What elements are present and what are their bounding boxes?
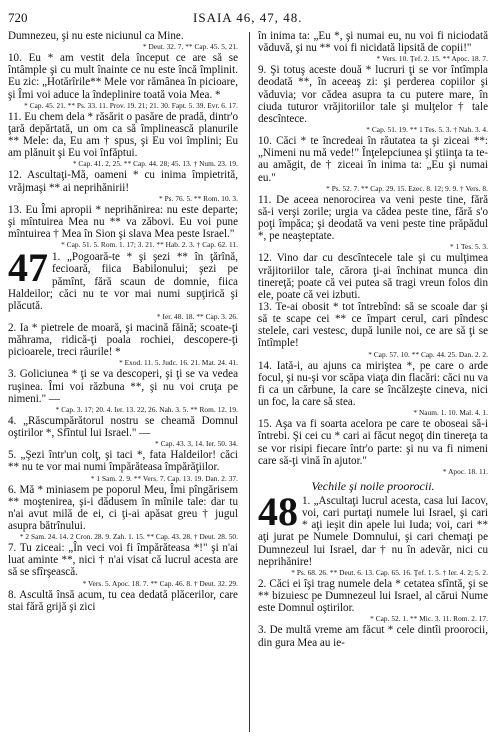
verse: 10. Căci * te încredeai în răutatea ta şi ziceai **: „Nimeni nu mă vede!" Înţelepciunea şi ştiinţa ta te-au amăgit, de † ziceai în inima ta: „Eu şi numai eu." xyxy=(258,135,488,184)
cross-reference: * 1 Sam. 2. 9. ** Vers. 7. Cap. 13. 19. Dan. 2. 37. xyxy=(90,473,238,483)
cross-reference: * Cap. 51. 5. Rom. 1. 17; 3. 21. ** Hab. 2. 3. † Cap. 62. 11. xyxy=(61,240,238,250)
right-column xyxy=(258,30,488,734)
verse: 13. Eu Îmi apropii * neprihănirea: nu este departe; şi mîntuirea Mea nu ** va zăbovi. Eu voi pune mîntuirea † Mea în Sion şi slava Mea peste Israel." xyxy=(8,203,238,241)
verse: 11. Eu chem dela * răsărit o pasăre de pradă, dintr'o ţară depărtată, un om ca să împlinească planurile ** Mele: da, Eu am † spus, şi Eu voi împlini; Eu am plănuit şi Eu voi înfăptui. xyxy=(8,110,238,160)
verse: 9. Şi totuş aceste două * lucruri ţi se vor întîmpla deodată **, în aceeaş zi: şi perderea copiilor şi văduvia; vor cădea asupra ta cu putere mare, în ciuda tuturor vrăjitoriilor tale şi mulţelor † tale descîntece. xyxy=(258,64,488,125)
cross-reference: * Ps. 52. 7. ** Cap. 29. 15. Ezec. 8. 12; 9. 9. † Vers. 8. xyxy=(326,183,488,193)
cross-reference: * Cap. 57. 10. ** Cap. 44. 25. Dan. 2. 2. xyxy=(368,349,488,359)
verse: 3. De multă vreme am făcut * cele dintîi proorocii, din gura Mea au ie- xyxy=(258,624,488,649)
cross-reference: * Apoc. 18. 11. xyxy=(442,466,488,476)
verse-text: 1. „Pogoară-te * şi şezi ** în ţărînă, fecioară, fiica Babilonului; şezi pe pămînt, fără scaun de domnie, fiica Haldeilor; căci nu te vor mai numi supţirică şi plăcută. xyxy=(8,251,238,312)
page-header xyxy=(8,10,492,26)
verse: 8. Ascultă însă acum, tu cea dedată plăcerilor, care stai fără grijă şi zici xyxy=(8,588,238,613)
verse: 3. Goliciunea * ţi se va descoperi, şi ţi se va vedea ruşinea. Îmi voi răzbuna **, şi nu voi cruţa pe nimeni." — xyxy=(8,368,238,405)
verse: 11. De aceea nenorocirea va veni peste tine, fără să-i verşi zorile; urgia va cădea peste tine, fără s'o poţi împăca; şi deodată va veni peste tine prăpădul *, pe neaşteptate. xyxy=(258,193,488,243)
cross-reference: * Naum. 1. 10. Mal. 4. 1. xyxy=(413,408,488,418)
verse: 15. Aşa va fi soarta acelora pe care te oboseai să-i întrebi. Şi cei cu * cari ai făcut negoţ din tinereţa ta se vor risipi fiecare într'o parte: şi nu va fi nimeni care să-ţi vină în ajutor." xyxy=(258,418,488,467)
cross-reference: * Ier. 48. 18. ** Cap. 3. 26. xyxy=(156,311,238,321)
verse: 10. Eu * am vestit dela început ce are să se întâmple şi cu mult înainte ce nu este încă împlinit. Eu zic: „Hotărîrile** Mele vor rămânea în picioare, şi Îmi voi aduce la îndeplinire toată voia Mea. * xyxy=(8,52,238,101)
verse: 2. Ia * pietrele de moară, şi macină făină; scoate-ţi măhrama, ridică-ţi poala rochiei, descopere-ţi picioarele, treci râurile! * xyxy=(8,321,238,359)
cross-reference: * 2 Sam. 24. 14. 2 Cron. 28. 9. Zah. 1. 15. ** Cap. 43. 28. † Deut. 28. 50. xyxy=(19,532,238,542)
verse: 14. Iată-i, au ajuns ca miriştea *, pe care o arde focul, şi nu-şi vor scăpa viaţa din flacări: căci nu va fi ca un cărbune, la care se încălzeşte cineva, nici un foc, la care să stea. xyxy=(258,359,488,409)
verse: 12. Vino dar cu descîntecele tale şi cu mulţimea vrăjitoriilor tale, cărora ţi-ai închinat munca din tinereţă; poate că vei putea să tragi vreun folos din ele, poate că vei izbuti. xyxy=(258,252,488,301)
cross-reference: * 1 Tes. 5. 3. xyxy=(450,242,488,252)
verse-text: 1. „Ascultaţi lucrul acesta, casa lui Iacov, voi, cari purtaţi numele lui Israel, şi cari * aţi ieşit din apele lui Iuda; voi, cari ** aţi jurat pe Numele Domnului, şi cari chemaţi pe Dumnezeul lui Israel, dar † nu în adevăr, nici cu neprihănire! xyxy=(258,495,488,568)
verse: 12. Ascultaţi-Mă, oameni * cu inima împietrită, vrăjmaşi ** ai neprihănirii! xyxy=(8,169,238,194)
running-title: ISAIA 46, 47, 48. xyxy=(193,10,303,25)
cross-reference: * Deut. 32. 7. ** Cap. 45. 5, 21. xyxy=(142,42,238,52)
cross-reference: * Cap. 43. 3, 14. Ier. 50. 34. xyxy=(155,439,238,449)
column-divider xyxy=(249,32,250,732)
cross-reference: * Vers. 5. Apoc. 18. 7. ** Cap. 46. 8. † Deut. 32. 29. xyxy=(82,578,238,588)
cross-reference: * Cap. 52. 1. ** Mic. 3. 11. Rom. 2. 17. xyxy=(370,614,488,624)
verse: 4. „Răscumpărătorul nostru se cheamă Domnul oştirilor *, Sfîntul lui Israel." — xyxy=(8,414,238,440)
page-number: 720 xyxy=(8,10,28,25)
chapter-number: 47 xyxy=(8,245,48,291)
cross-reference: * Exod. 11. 5. Judc. 16. 21. Mat. 24. 41. xyxy=(119,358,238,368)
verse: 5. „Şezi într'un colţ, şi taci *, fata Haldeilor! căci ** nu te vor mai numi împărăteasa împărăţiilor. xyxy=(8,449,238,474)
cross-reference: * Cap. 3. 17; 20. 4. Ier. 13. 22, 26. Nah. 3. 5. ** Rom. 12. 19. xyxy=(55,404,238,414)
cross-reference: * Cap. 45. 21. ** Ps. 33. 11. Prov. 19. 21; 21. 30. Fapt. 5. 39. Evr. 6. 17. xyxy=(24,100,238,110)
verse: 2. Căci ei îşi trag numele dela * cetatea sfîntă, şi se ** bizuiesc pe Dumnezeul lui Israel, al cărui Nume este Domnul oştirilor. xyxy=(258,577,488,615)
cross-reference: * Ps. 68. 26. ** Deut. 6. 13. Cap. 65. 16. Ţef. 1. 5. † Ier. 4. 2; 5. 2. xyxy=(291,567,488,577)
verse: 7. Tu ziceai: „În veci voi fi împărăteasa *!" şi n'ai luat aminte **, nici † n'ai visat că lucrul acesta are să se sfîrşească. xyxy=(8,542,238,579)
verse: Dumnezeu, şi nu este niciunul ca Mine. xyxy=(8,30,184,42)
left-column xyxy=(8,30,238,734)
cross-reference: * Cap. 51. 19. ** 1 Tes. 5. 3. † Nah. 3. 4. xyxy=(366,125,488,135)
cross-reference: * Ps. 76. 5. ** Rom. 10. 3. xyxy=(159,193,238,203)
chapter-48-verse xyxy=(258,489,488,568)
cross-reference: * Vers. 10. Ţef. 2. 15. ** Apoc. 18. 7. xyxy=(376,54,488,64)
cross-reference: * Cap. 41. 2, 25. ** Cap. 44. 28; 45. 13. † Num. 23. 19. xyxy=(72,159,238,169)
verse: 13. Te-ai obosit * tot întrebînd: să se scoale dar şi să te scape cei ** ce împart cerul, cari pîndesc stelele, cari vestesc, după lunile noi, ce are să ţi se întîmple! xyxy=(258,300,488,350)
verse: 6. Mă * miniasem pe poporul Meu, Îmi pîngărisem ** moştenirea, şi-i dădusem în mînile tale: dar tu n'ai avut milă de ei, ci ţi-ai apăsat greu † jugul asupra bătrînului. xyxy=(8,483,238,532)
section-heading: Vechile şi noile proorocii. xyxy=(311,478,435,493)
verse: în inima ta: „Eu *, şi numai eu, nu voi fi niciodată văduvă, şi nu ** voi fi nicidată lipsită de copii!" xyxy=(258,30,488,55)
chapter-number: 48 xyxy=(258,489,298,534)
